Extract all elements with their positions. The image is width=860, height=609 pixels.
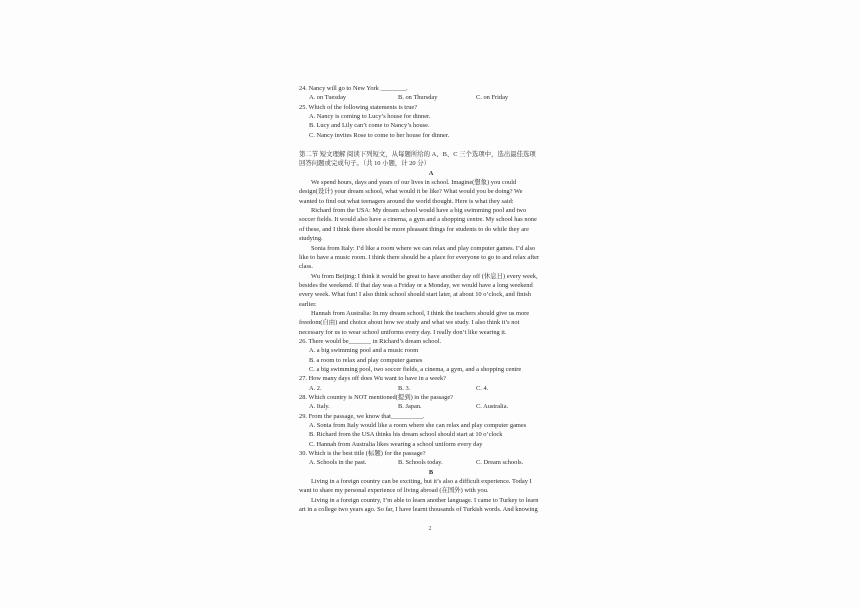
question-29-stem: 29. From the passage, we know that__________. (299, 412, 425, 420)
option-a: A. Italy. (309, 403, 330, 411)
option-a: A. a big swimming pool and a music room (309, 347, 419, 355)
passage-line: earlier. (299, 300, 317, 308)
question-25-stem: 25. Which of the following statements is true? (299, 103, 418, 111)
passage-line: design(设计) your dream school, what would it be like? What would you be doing? We (299, 188, 523, 196)
question-28-options (299, 402, 563, 411)
passage-line: Living in a foreign country can be exciting, but it’s also a difficult experience. Today I (311, 478, 532, 486)
passage-line: We spend hours, days and years of our lives in school. Imagine(想象) you could (311, 179, 517, 187)
option-b: B. Richard from the USA thinks his dream school should start at 10 o’clock (309, 431, 503, 439)
question-24-stem: 24. Nancy will go to New York ________. (299, 85, 408, 92)
passage-line: like to have a music room. I think there should be a place for everyone to go to and relax after (299, 253, 540, 261)
passage-line: want to share my personal experience of living abroad (在国外) with you. (299, 487, 489, 495)
option-c: C. Nancy invites Rose to come to her house for dinner. (309, 131, 450, 139)
question-27-stem: 27. How many days off does Wu want to have in a week? (299, 375, 446, 383)
passage-line: Wu from Beijing: I think it would be great to have another day off (休息日) every week, (311, 272, 538, 280)
option-b: B. 3. (398, 384, 411, 392)
option-a: A. Nancy is coming to Lucy’s house for dinner. (309, 113, 431, 121)
passage-line: wanted to find out what teenagers around the world thought. Here is what they said: (299, 197, 514, 205)
passage-a-label: A (428, 169, 434, 177)
passage-line: Hannah from Australia: In my dream school, I think the teachers should give us more (311, 309, 530, 317)
question-28-stem: 28. Which country is NOT mentioned(提到) in the passage? (299, 394, 453, 401)
option-c: C. Australia. (476, 403, 509, 411)
option-c: C. a big swimming pool, two soccer fields, a cinema, a gym, and a shopping centre (309, 365, 522, 373)
question-30-options (299, 458, 563, 467)
passage-line: of these, and I think there should be more pleasant things for students to do while they are (299, 225, 530, 233)
option-b: B. Lucy and Lily can’t come to Nancy’s house. (309, 122, 430, 130)
section-title-line-2: 回答问题或完成句子。（共 10 小题，计 20 分） (299, 160, 431, 168)
passage-line: every week. What fun! I also think school should start later, at about 10 o’clock, and finish (299, 291, 531, 299)
question-27-options (299, 384, 563, 393)
option-a: A. on Tuesday (309, 94, 347, 102)
passage-line: art in a college two years ago. So far, I have learnt thousands of Turkish words. And knowing (299, 506, 538, 514)
option-c: C. Dream schools. (476, 459, 524, 467)
passage-b-label: B (428, 468, 434, 476)
question-30-stem: 30. Which is the best title (标题) for the passage? (299, 450, 426, 458)
passage-line: necessary for us to wear school uniforms every day. I really don’t like wearing it. (299, 328, 507, 336)
option-b: B. Schools today. (398, 459, 443, 467)
passage-line: Living in a foreign country, I’m able to learn another language. I came to Turkey to learn (311, 496, 539, 504)
question-26-stem: 26. There would be_______ in Richard’s dream school. (299, 337, 442, 345)
option-c: C. 4. (476, 384, 489, 392)
option-b: B. a room to relax and play computer games (309, 356, 423, 364)
section-title-line-1: 第二节 短文理解 阅读下列短文，从每题所给的 A、B、C 三个选项中，选出最佳选项 (299, 151, 536, 159)
option-a: A. Schools in the past. (309, 459, 367, 467)
passage-line: Sonia from Italy: I’d like a room where we can relax and play computer games. I’d also (311, 244, 536, 252)
option-a: A. Sonia from Italy would like a room where she can relax and play computer games (309, 422, 527, 430)
passage-line: besides the weekend. If that day was a Friday or a Monday, we would have a long weekend (299, 281, 533, 289)
passage-line: Richard from the USA: My dream school would have a big swimming pool and two (311, 207, 527, 215)
passage-line: freedom(自由) and choice about how we study and what we study. I also think it’s not (299, 319, 520, 327)
option-a: A. 2. (309, 384, 322, 392)
page-number: 2 (428, 526, 432, 532)
option-c: C. on Friday (476, 94, 509, 102)
option-b: B. Japan. (398, 403, 422, 411)
passage-line: soccer fields. It would also have a cinema, a gym and a shopping centre. My school has none (299, 216, 537, 224)
passage-line: studying. (299, 235, 323, 243)
passage-line: class. (299, 263, 314, 271)
option-b: B. on Thursday (398, 94, 438, 102)
option-c: C. Hannah from Australia likes wearing a school uniform every day (309, 440, 483, 448)
question-24-options (299, 93, 563, 102)
page-content (299, 84, 563, 514)
